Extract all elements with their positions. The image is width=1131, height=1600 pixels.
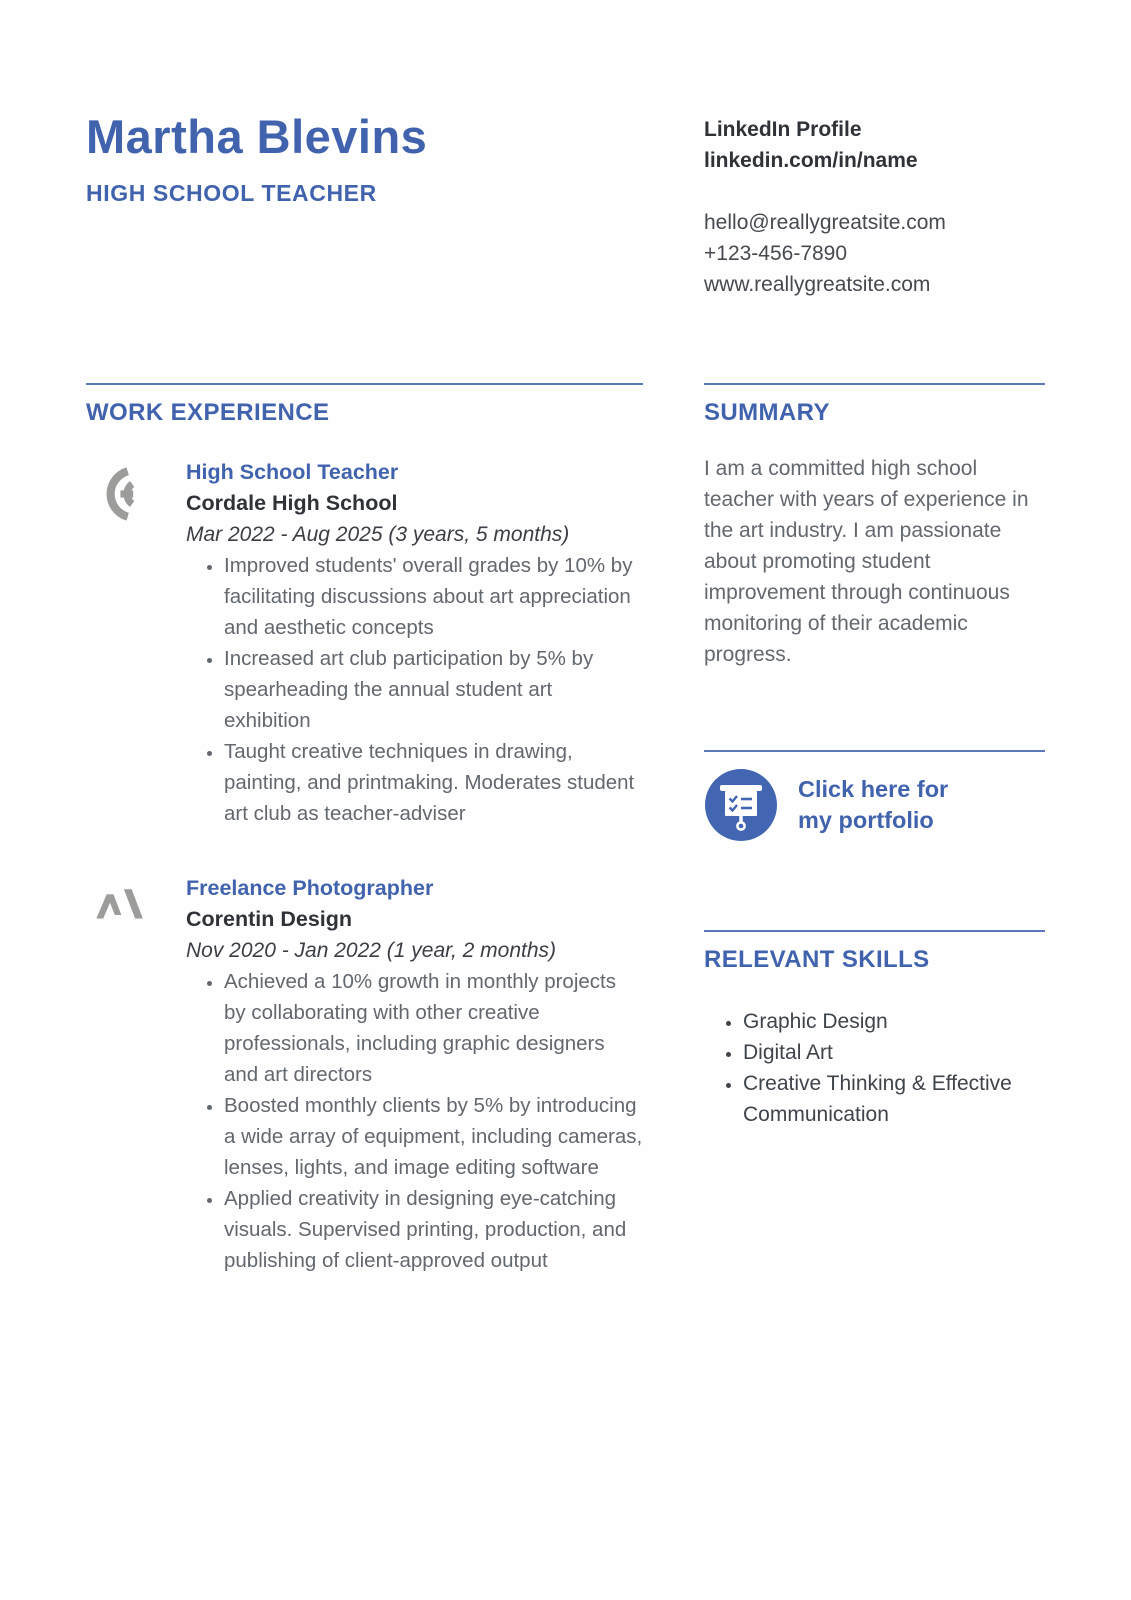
job-entry-freelance-photographer bbox=[86, 873, 643, 1276]
job-bullet: • Applied creativity in designing eye-catching visuals. Supervised printing, production, and publishing of client-approved output bbox=[224, 1183, 643, 1276]
job-bullet: • Increased art club participation by 5% by spearheading the annual student art exhibition bbox=[224, 643, 643, 736]
job-bullet: • Achieved a 10% growth in monthly projects by collaborating with other creative professionals, including graphic designers and art directors bbox=[224, 966, 643, 1090]
person-headline: HIGH SCHOOL TEACHER bbox=[86, 180, 377, 207]
job-entry-high-school-teacher bbox=[86, 457, 643, 829]
email-link[interactable]: hello@reallygreatsite.com bbox=[704, 211, 946, 234]
section-divider bbox=[704, 383, 1045, 385]
portfolio-link[interactable] bbox=[704, 768, 1045, 842]
company-logo bbox=[86, 457, 186, 829]
portfolio-link-label[interactable]: Click here for my portfolio bbox=[798, 776, 949, 833]
website-link[interactable]: www.reallygreatsite.com bbox=[704, 273, 931, 296]
job-company: Corentin Design bbox=[186, 907, 353, 931]
job-dates: Mar 2022 - Aug 2025 (3 years, 5 months) bbox=[186, 523, 570, 546]
job-bullet: • Improved students' overall grades by 10% by facilitating discussions about art appreciation and aesthetic concepts bbox=[224, 550, 643, 643]
section-divider bbox=[86, 383, 643, 385]
skills-list bbox=[704, 1006, 1045, 1130]
job-title: High School Teacher bbox=[186, 460, 399, 484]
job-bullet-list bbox=[186, 966, 643, 1276]
work-experience-heading: WORK EXPERIENCE bbox=[86, 399, 330, 426]
job-bullet: • Taught creative techniques in drawing, painting, and printmaking. Moderates student art club as teacher-adviser bbox=[224, 736, 643, 829]
job-company: Cordale High School bbox=[186, 491, 398, 515]
person-name: Martha Blevins bbox=[86, 110, 428, 163]
skill-item: • Digital Art bbox=[743, 1037, 1045, 1068]
job-dates: Nov 2020 - Jan 2022 (1 year, 2 months) bbox=[186, 939, 557, 962]
double-arc-monogram-icon bbox=[86, 512, 144, 529]
summary-heading: SUMMARY bbox=[704, 399, 830, 426]
header-identity bbox=[86, 110, 643, 383]
m-monogram-icon bbox=[86, 914, 148, 931]
contact-block bbox=[704, 110, 1045, 383]
linkedin-url-link[interactable]: linkedin.com/in/name bbox=[704, 149, 918, 172]
sidebar-column bbox=[704, 383, 1045, 1276]
section-divider bbox=[704, 930, 1045, 932]
job-title: Freelance Photographer bbox=[186, 876, 434, 900]
skill-item: • Creative Thinking & Effective Communication bbox=[743, 1068, 1045, 1130]
presentation-board-icon[interactable] bbox=[704, 768, 778, 842]
phone-number: +123-456-7890 bbox=[704, 242, 848, 265]
work-experience-section bbox=[86, 383, 643, 1276]
job-bullet: • Boosted monthly clients by 5% by introducing a wide array of equipment, including cameras, lenses, lights, and image editing software bbox=[224, 1090, 643, 1183]
linkedin-label: LinkedIn Profile bbox=[704, 118, 862, 141]
section-divider bbox=[704, 750, 1045, 752]
relevant-skills-heading: RELEVANT SKILLS bbox=[704, 946, 930, 973]
header bbox=[86, 0, 1045, 383]
summary-text: I am a committed high school teacher with years of experience in the art industry. I am passionate about promoting student improvement through continuous monitoring of their academic progress. bbox=[704, 457, 1029, 666]
job-bullet-list bbox=[186, 550, 643, 829]
main-content bbox=[86, 383, 1045, 1276]
company-logo bbox=[86, 873, 186, 1276]
skill-item: • Graphic Design bbox=[743, 1006, 1045, 1037]
